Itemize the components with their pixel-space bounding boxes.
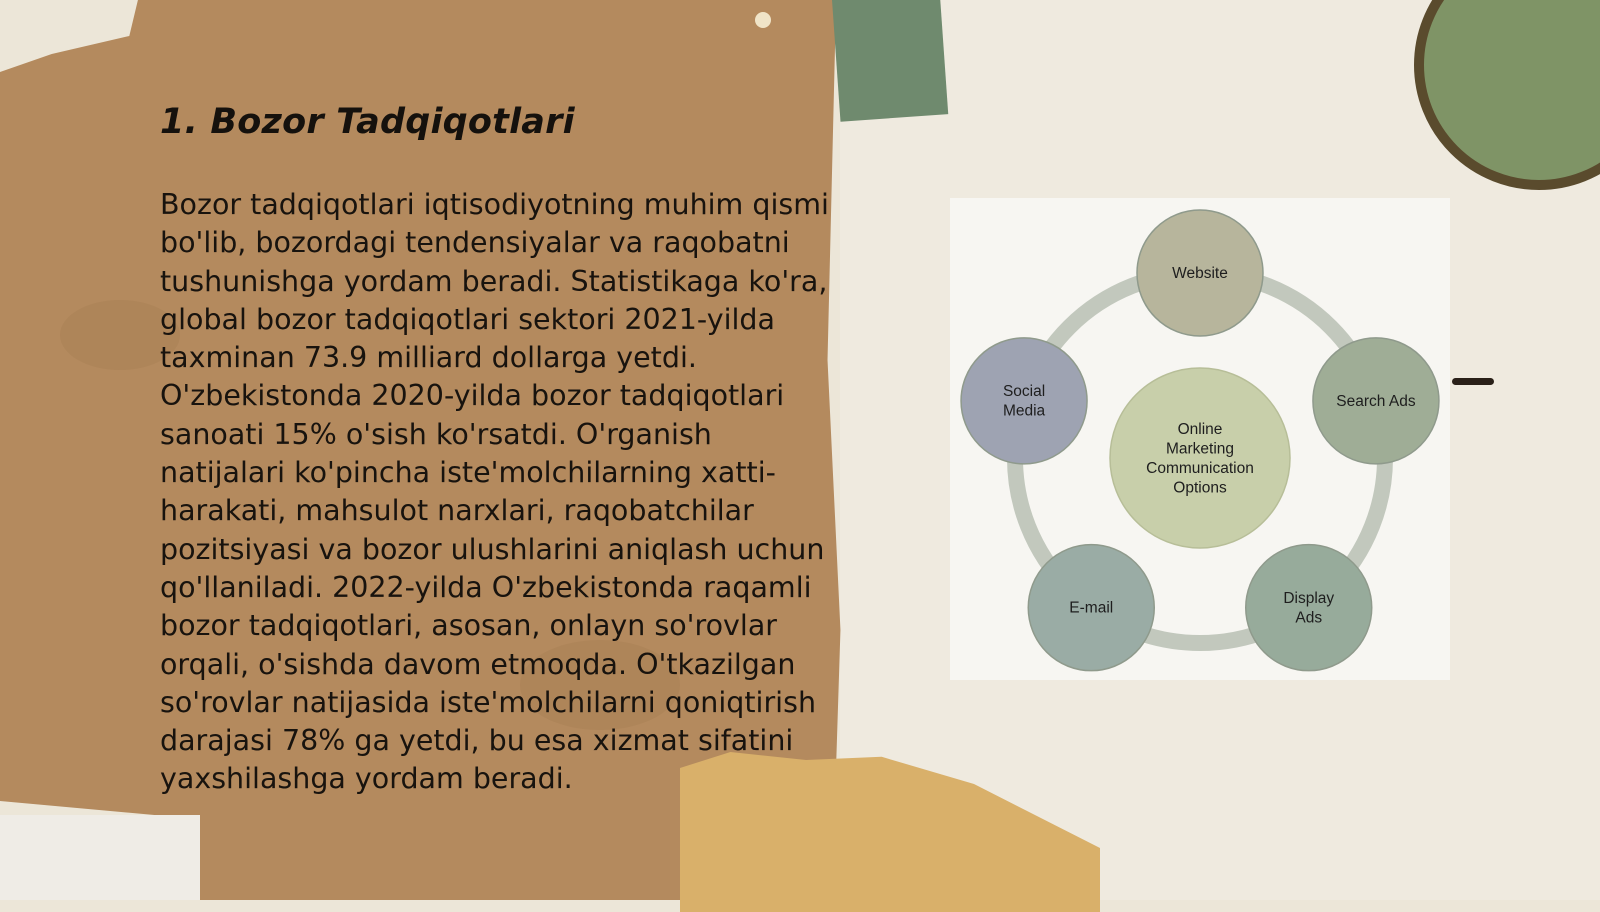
diagram-label: Communication <box>1146 459 1254 477</box>
diagram-label: Search Ads <box>1336 392 1416 410</box>
marketing-options-diagram <box>950 198 1450 680</box>
diagram-label: Options <box>1173 479 1227 497</box>
diagram-label: E-mail <box>1069 599 1114 617</box>
diagram-center-node <box>1110 368 1290 548</box>
diagram-node <box>1313 338 1439 464</box>
diagram-node-circle <box>1246 545 1372 671</box>
diagram-node <box>1246 545 1372 671</box>
diagram-label: Marketing <box>1165 440 1235 458</box>
diagram-node <box>1028 545 1154 671</box>
diagram-node <box>961 338 1087 464</box>
diagram-label: Online <box>1177 420 1223 438</box>
pin-decoration <box>755 12 771 28</box>
green-tape-decoration <box>832 0 948 122</box>
slide-title: 1. Bozor Tadqiqotlari <box>160 102 575 142</box>
diagram-label: Website <box>1172 265 1228 282</box>
diagram-node <box>1137 210 1263 336</box>
diagram-label: Ads <box>1295 609 1323 627</box>
slide-body-text: Bozor tadqiqotlari iqtisodiyotning muhim qismi bo'lib, bozordagi tendensiyalar va raqobatni tushunishga yordam beradi. Statistikaga ko'ra, global bozor tadqiqotlari sektori 2021-yilda taxminan 73.9 milliard dollarga yetdi. O'zbekistonda 2020-yilda bozor tadqiqotlari sanoati 15% o'sish ko'rsatdi. O'rganish natijalari ko'pincha iste'molchilarning xatti-harakati, mahsulot narxlari, raqobatchilar pozitsiyasi va bozor ulushlarini aniqlash uchun qo'llaniladi. 2022-yilda O'zbekistonda raqamli bozor tadqiqotlari, asosan, onlayn so'rovlar orqali, o'sishda davom etmoqda. O'tkazilgan so'rovlar natijasida iste'molchilarni qoniqtirish darajasi 78% ga yetdi, bu esa xizmat sifatini yaxshilashga yordam beradi. <box>160 188 829 796</box>
diagram-label: Social <box>1002 383 1046 401</box>
diagram-node-circle <box>961 338 1087 464</box>
diagram-label: Display <box>1283 589 1335 607</box>
ink-dash-decoration <box>1452 378 1494 385</box>
diagram-label: Media <box>1002 402 1046 420</box>
center-node-circle <box>1110 368 1290 548</box>
diagram-canvas <box>950 198 1450 680</box>
paper-corner-scrap <box>0 815 200 900</box>
